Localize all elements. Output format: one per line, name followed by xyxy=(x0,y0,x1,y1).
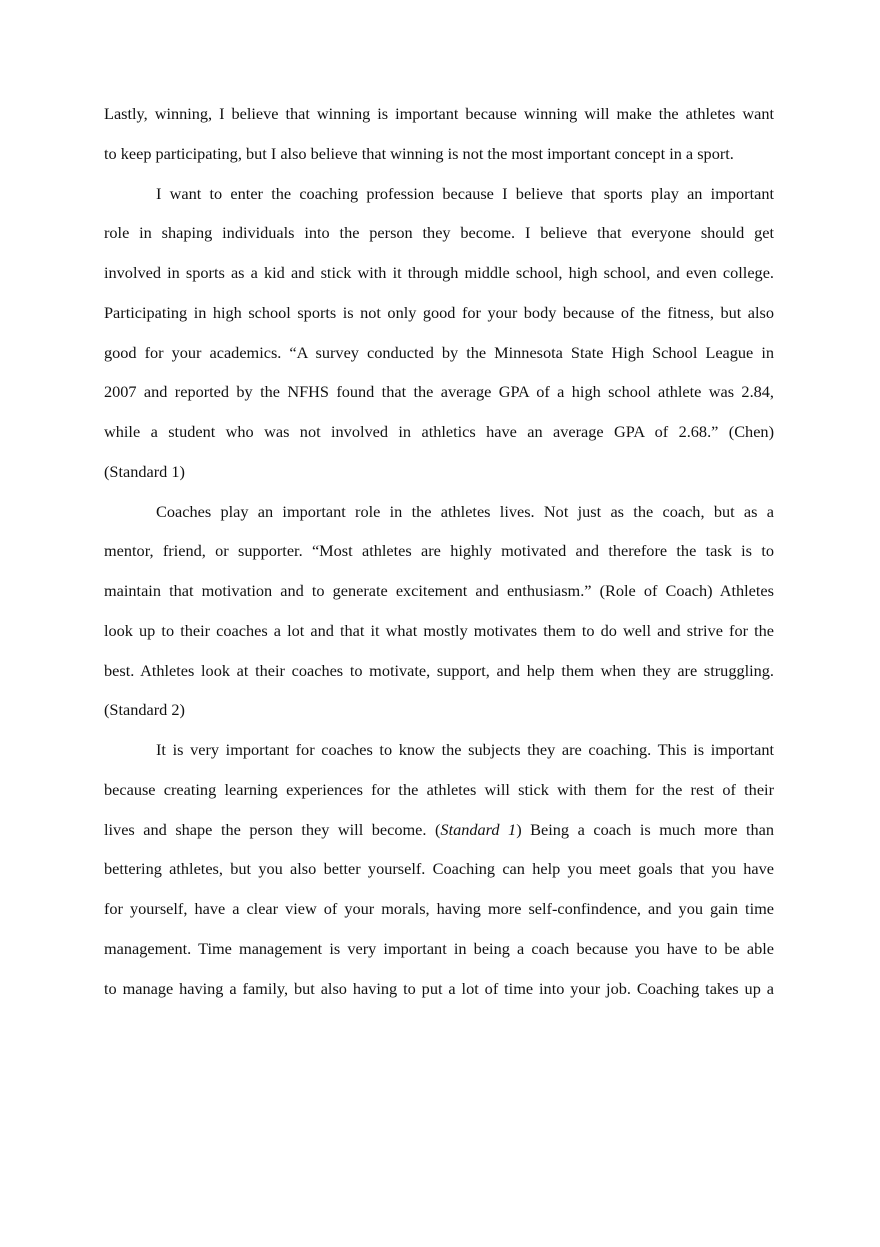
paragraph xyxy=(104,102,774,182)
text-line: for yourself, have a clear view of your morals, having more self-confindence, and you gain time xyxy=(104,899,774,918)
paragraph xyxy=(104,738,774,1016)
italic-citation: Standard 1 xyxy=(440,819,517,839)
text-line: involved in sports as a kid and stick with it through middle school, high school, and even college. xyxy=(104,263,774,282)
text-line: (Standard 2) xyxy=(104,700,185,720)
text-line: to manage having a family, but also having to put a lot of time into your job. Coaching takes up a xyxy=(104,978,774,998)
paragraph xyxy=(104,182,774,500)
paragraph xyxy=(104,500,774,739)
text-line: bettering athletes, but you also better yourself. Coaching can help you meet goals that you have xyxy=(104,859,774,879)
text-line: good for your academics. “A survey conducted by the Minnesota State High School League in xyxy=(104,342,774,362)
text-line xyxy=(104,818,774,858)
text-line: 2007 and reported by the NFHS found that the average GPA of a high school athlete was 2.84, xyxy=(104,382,774,402)
text-line: because creating learning experiences for the athletes will stick with them for the rest of their xyxy=(104,779,774,799)
text-line: role in shaping individuals into the person they become. I believe that everyone should get xyxy=(104,223,774,243)
text-line: to keep participating, but I also believe that winning is not the most important concept in a sport. xyxy=(104,143,734,163)
text-line: Participating in high school sports is not only good for your body because of the fitness, but also xyxy=(104,302,774,322)
text-line: management. Time management is very important in being a coach because you have to be able xyxy=(104,938,774,958)
text-line: (Standard 1) xyxy=(104,461,185,481)
text-line: Lastly, winning, I believe that winning is important because winning will make the athletes want xyxy=(104,104,774,123)
document-page xyxy=(104,102,774,1016)
text-line: look up to their coaches a lot and that it what mostly motivates them to do well and strive for the xyxy=(104,620,774,640)
text-line: best. Athletes look at their coaches to motivate, support, and help them when they are struggling. xyxy=(104,660,774,680)
text-segment: lives and shape the person they will become. ( xyxy=(104,819,441,839)
text-line: mentor, friend, or supporter. “Most athletes are highly motivated and therefore the task is to xyxy=(104,541,774,561)
text-line: I want to enter the coaching profession because I believe that sports play an important xyxy=(156,183,774,203)
text-line: It is very important for coaches to know the subjects they are coaching. This is important xyxy=(156,740,774,759)
text-line: Coaches play an important role in the athletes lives. Not just as the coach, but as a xyxy=(156,501,774,521)
text-line: while a student who was not involved in athletics have an average GPA of 2.68.” (Chen) xyxy=(104,422,774,441)
text-segment: ) Being a coach is much more than xyxy=(516,819,774,839)
text-line: maintain that motivation and to generate excitement and enthusiasm.” (Role of Coach) Athletes xyxy=(104,581,774,600)
